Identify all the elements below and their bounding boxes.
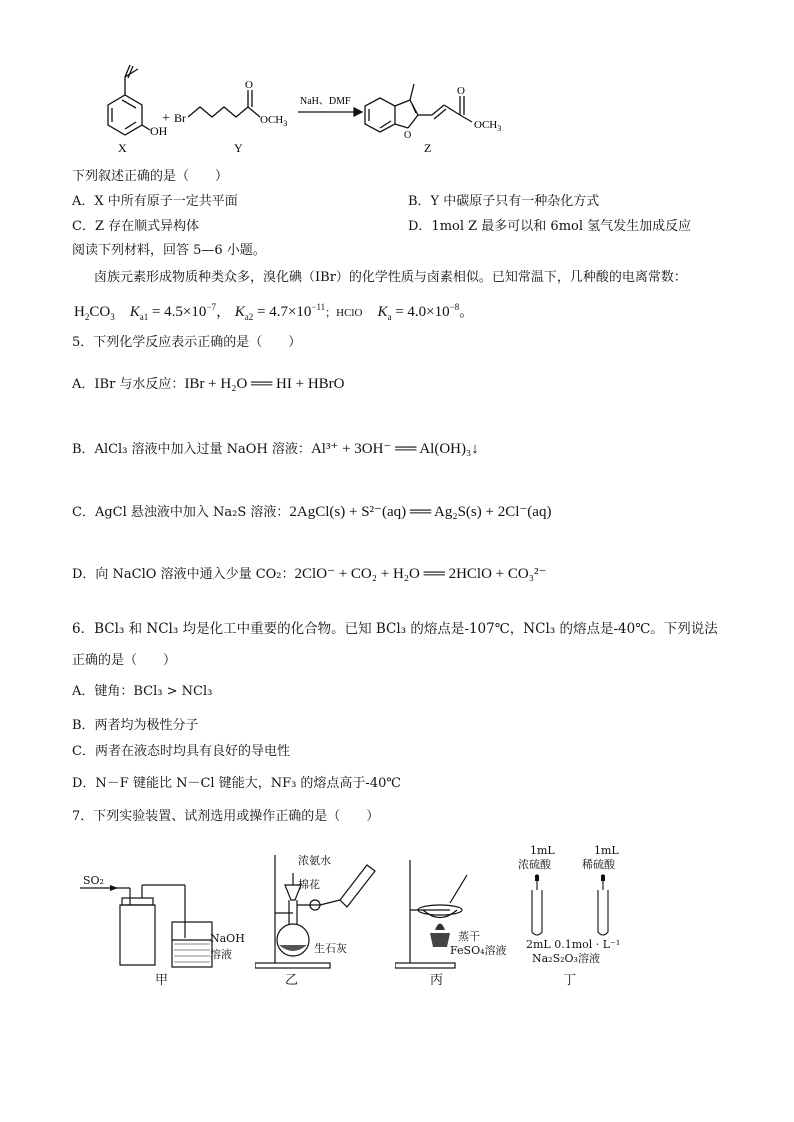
y-ester-label: $OCH_3$ <box>260 114 288 128</box>
ka2-expression: $K_{a2} = 4.7\times 10^{-11}$ <box>234 302 326 322</box>
z-label: Z <box>424 141 432 155</box>
q5-option-d: D．向 NaClO 溶液中通入少量 CO₂：2ClO⁻ + CO₂ + H₂O ══ 2HClO + CO₃²⁻ <box>72 566 547 582</box>
ding-label: 丁 <box>563 973 577 988</box>
molecule-z <box>365 84 472 132</box>
bing-label: 丙 <box>430 973 444 988</box>
q5-a-equation: IBr + H₂O ══ HI + HBrO <box>184 376 345 392</box>
ding-bottom-line2: Na₂S₂O₃溶液 <box>532 952 600 965</box>
ding-vol-right: 1mL <box>594 844 619 857</box>
q5-b-equation: Al³⁺ + 3OH⁻ ══ Al(OH)₃↓ <box>310 441 479 457</box>
yi-solid-label: 生石灰 <box>314 942 347 955</box>
z-ring-o: O <box>404 130 412 141</box>
ding-acid-left: 浓硫酸 <box>518 858 551 871</box>
z-ester-label: $OCH_3$ <box>474 119 502 133</box>
molecule-x <box>108 65 150 135</box>
x-label: X <box>118 141 127 155</box>
q6-option-a: A．键角：BCl₃ > NCl₃ <box>72 684 213 699</box>
y-label: Y <box>234 141 243 155</box>
jia-label: 甲 <box>155 973 169 988</box>
z-carbonyl-o: O <box>457 85 465 97</box>
q4-stem: 下列叙述正确的是（ ） <box>72 169 229 184</box>
reading-intro: 阅读下列材料，回答 5—6 小题。 <box>72 243 266 258</box>
ding-vol-left: 1mL <box>530 844 555 857</box>
q6-option-b: B．两者均为极性分子 <box>72 718 199 733</box>
yi-cotton-label: 棉花 <box>298 878 320 891</box>
plus-sign: + <box>162 111 170 126</box>
q6-option-c: C．两者在液态时均具有良好的导电性 <box>72 744 290 759</box>
ding-bottom-line1: 2mL 0.1mol · L⁻¹ <box>526 938 621 951</box>
yi-reagent-label: 浓氨水 <box>298 854 331 867</box>
q4-option-a: A．X 中所有原子一定共平面 <box>72 194 238 209</box>
q5-option-b: B．AlCl₃ 溶液中加入过量 NaOH 溶液：Al³⁺ + 3OH⁻ ══ Al(OH)₃↓ <box>72 441 479 457</box>
q5-option-a: A．IBr 与水反应：IBr + H₂O ══ HI + HBrO <box>72 376 345 392</box>
q5-stem: 5．下列化学反应表示正确的是（ ） <box>72 335 302 350</box>
reaction-scheme <box>70 60 550 160</box>
reagent-label: NaH、DMF <box>300 96 351 107</box>
reading-paragraph: 卤族元素形成物质种类众多，溴化碘（IBr）的化学性质与卤素相似。已知常温下，几种酸的电离常数： <box>94 270 687 285</box>
q4-option-c: C．Z 存在顺式异构体 <box>72 219 200 234</box>
acid-formula: $H_2CO_3$ <box>74 304 115 322</box>
q7-stem: 7．下列实验装置、试剂选用或操作正确的是（ ） <box>72 809 380 824</box>
y-carbonyl-o: O <box>245 79 253 91</box>
q6-stem-line1: 6．BCl₃ 和 NCl₃ 均是化工中重要的化合物。已知 BCl₃ 的熔点是-107℃，NCl₃ 的熔点是-40℃。下列说法 <box>72 621 718 637</box>
y-br-label: Br <box>174 111 186 125</box>
ka-hclo-expression: $K_a = 4.0\times 10^{-8}$ <box>377 302 460 322</box>
ka1-expression: $K_{a1} = 4.5\times 10^{-7}$ <box>129 302 216 322</box>
q5-c-equation: 2AgCl(s) + S²⁻(aq) ══ Ag₂S(s) + 2Cl⁻(aq) <box>289 504 552 520</box>
q6-stem-line2: 正确的是（ ） <box>72 653 177 668</box>
q6-option-d: D．N－F 键能比 N－Cl 键能大，NF₃ 的熔点高于-40℃ <box>72 776 401 791</box>
bing-solution-label: FeSO₄溶液 <box>450 944 507 957</box>
x-oh-label: OH <box>150 124 168 138</box>
apparatus-ding <box>520 872 630 942</box>
q5-option-c: C．AgCl 悬浊液中加入 Na₂S 溶液：2AgCl(s) + S²⁻(aq) ══ Ag₂S(s) + 2Cl⁻(aq) <box>72 504 552 520</box>
q4-option-d: D．1mol Z 最多可以和 6mol 氢气发生加成反应 <box>408 219 692 234</box>
jia-solution-line2: 溶液 <box>210 948 232 961</box>
apparatus-jia <box>80 860 260 990</box>
jia-solution-line1: NaOH <box>210 932 245 945</box>
ding-acid-right: 稀硫酸 <box>582 858 615 871</box>
jia-gas-label: SO₂ <box>83 874 104 887</box>
yi-label: 乙 <box>285 973 299 988</box>
molecule-y <box>188 90 260 117</box>
bing-action-label: 蒸干 <box>458 930 480 943</box>
q4-option-b: B．Y 中碳原子只有一种杂化方式 <box>408 194 600 209</box>
q5-d-equation: 2ClO⁻ + CO₂ + H₂O ══ 2HClO + CO₃²⁻ <box>294 566 547 582</box>
reaction-arrow <box>298 108 362 116</box>
acid-constants: $H_2CO_3$ $K_{a1} = 4.5\times 10^{-7}$， $K_{a2} = 4.7\times 10^{-11}$；HClO $K_a = 4.0\times 10^{-8}$。 <box>74 302 475 322</box>
